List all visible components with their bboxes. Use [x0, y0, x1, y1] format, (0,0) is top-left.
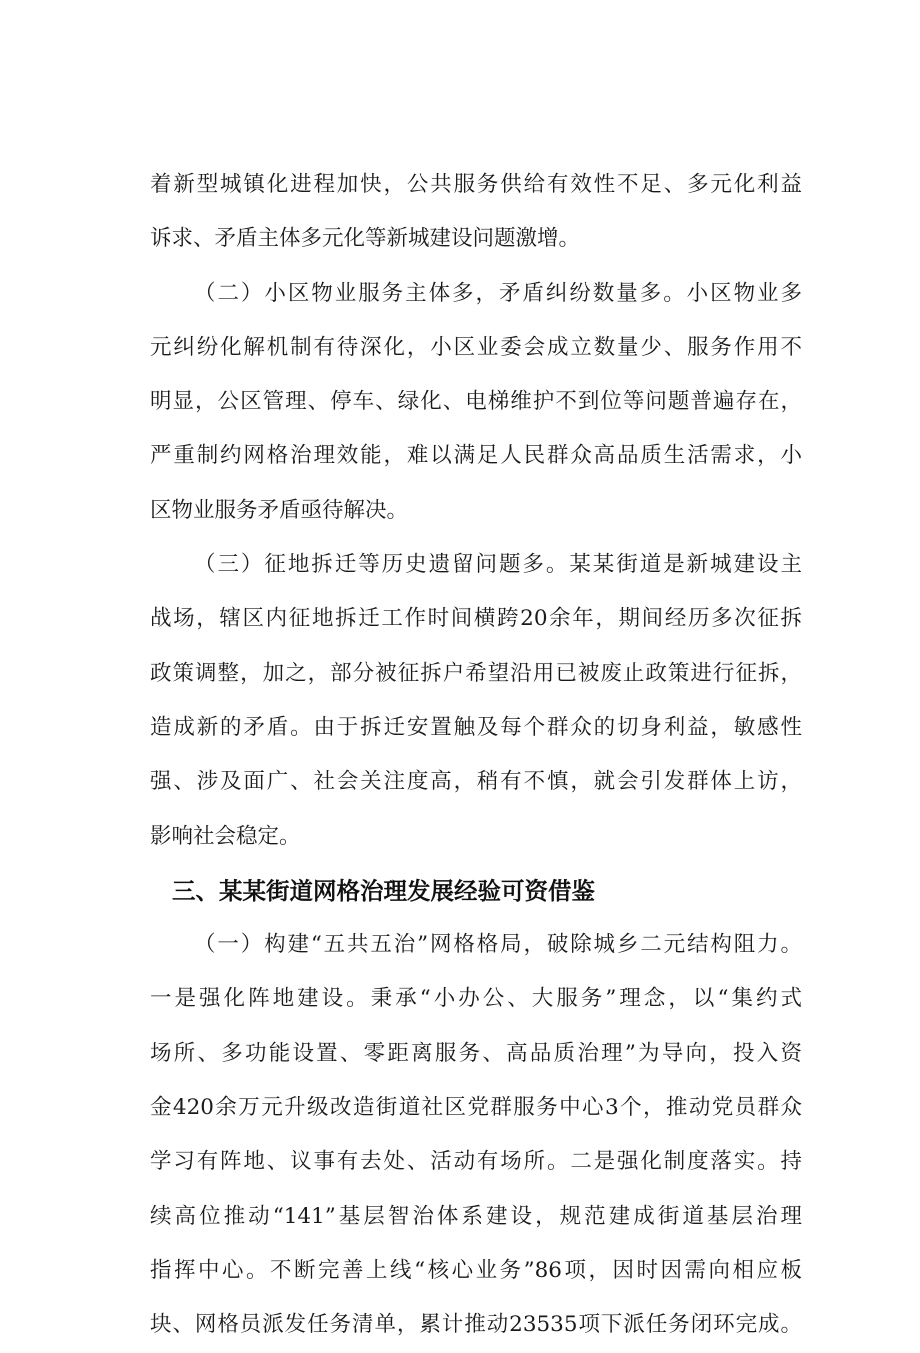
- text-line: 场所、多功能设置、零距离服务、高品质治理”为导向，投入资: [150, 1040, 802, 1066]
- text-line: 影响社会稳定。: [150, 823, 301, 849]
- text-line: （一）构建“五共五治”网格格局，破除城乡二元结构阻力。: [194, 932, 802, 958]
- text-line: 学习有阵地、议事有去处、活动有场所。二是强化制度落实。持: [150, 1149, 802, 1175]
- text-line: 明显，公区管理、停车、绿化、电梯维护不到位等问题普遍存在，: [150, 389, 802, 415]
- text-line: 续高位推动“141”基层智治体系建设，规范建成街道基层治理: [150, 1203, 802, 1229]
- text-line: 政策调整，加之，部分被征拆户希望沿用已被废止政策进行征拆，: [150, 660, 802, 686]
- text-line: 区物业服务矛盾亟待解决。: [150, 497, 409, 523]
- text-line: 着新型城镇化进程加快，公共服务供给有效性不足、多元化利益: [150, 172, 802, 197]
- section-heading: 三、某某街道网格治理发展经验可资借鉴: [172, 876, 595, 905]
- text-line: （二）小区物业服务主体多，矛盾纠纷数量多。小区物业多: [194, 280, 802, 306]
- paragraph-land-demolition: [150, 538, 802, 864]
- text-line: 造成新的矛盾。由于拆迁安置触及每个群众的切身利益，敏感性: [150, 714, 802, 740]
- document-page: [150, 158, 802, 1353]
- text-line: 一是强化阵地建设。秉承“小办公、大服务”理念，以“集约式: [150, 986, 802, 1012]
- text-line: 强、涉及面广、社会关注度高，稍有不慎，就会引发群体上访，: [150, 769, 802, 795]
- text-line: 金420余万元升级改造街道社区党群服务中心3个，推动党员群众: [150, 1095, 802, 1121]
- text-line: 元纠纷化解机制有待深化，小区业委会成立数量少、服务作用不: [150, 334, 802, 360]
- text-line: 块、网格员派发任务清单，累计推动23535项下派任务闭环完成。: [150, 1312, 802, 1338]
- text-line: （三）征地拆迁等历史遗留问题多。某某街道是新城建设主: [194, 552, 802, 578]
- text-line: 诉求、矛盾主体多元化等新城建设问题激增。: [150, 226, 581, 252]
- text-line: 战场，辖区内征地拆迁工作时间横跨20余年，期间经历多次征拆: [150, 606, 802, 632]
- text-line: 严重制约网格治理效能，难以满足人民群众高品质生活需求，小: [150, 443, 802, 469]
- paragraph-property-service: [150, 267, 802, 538]
- paragraph-five-co-five-gov: [150, 918, 802, 1352]
- text-line: 指挥中心。不断完善上线“核心业务”86项，因时因需向相应板: [150, 1257, 802, 1283]
- paragraph-urbanization: [150, 158, 802, 267]
